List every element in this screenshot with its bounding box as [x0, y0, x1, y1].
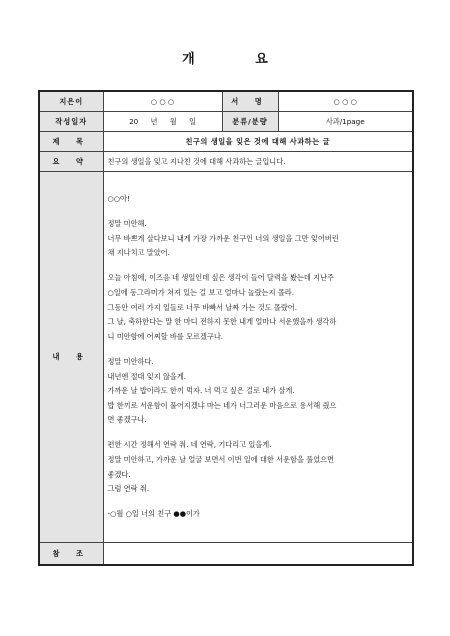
letter-line: 정말 미안해.	[107, 219, 147, 229]
category-label: 분류/분량	[222, 112, 278, 132]
subject-row	[39, 132, 413, 152]
letter-line: 내년엔 절대 잊지 않을게.	[107, 371, 187, 381]
subject-value[interactable]: 친구의 생일을 잊은 것에 대해 사과하는 글	[103, 132, 413, 152]
date-row	[39, 112, 413, 132]
name-label: 서 명	[222, 91, 278, 112]
letter-line: 정말 미안하고, 가까운 날 얼굴 보면서 이번 일에 대한 서운함을 풀었으면	[107, 455, 334, 465]
category-value[interactable]: 사과/1page	[278, 112, 413, 132]
letter-greeting: ○○아!	[107, 194, 130, 204]
name-value[interactable]: ○ ○ ○	[278, 91, 413, 112]
letter-line: 오늘 아침에, 이즈음 네 생일인데 싶은 생각이 들어 달력을 봤는데 지난주	[107, 273, 334, 283]
author-value[interactable]: ○ ○ ○	[103, 91, 222, 112]
letter-line: 편한 시간 정해서 연락 줘. 네 연락, 기다리고 있을게.	[107, 440, 272, 450]
letter-line: 좋겠다.	[107, 469, 131, 479]
letter-line: 면 좋겠구나.	[107, 415, 147, 425]
content-body[interactable]	[103, 172, 413, 543]
author-row	[39, 91, 413, 112]
summary-value[interactable]: 친구의 생일을 잊고 지나친 것에 대해 사과하는 글입니다.	[103, 152, 413, 172]
author-label: 지은이	[39, 91, 103, 112]
letter-line: 정말 미안하다.	[107, 356, 154, 366]
content-label: 내 용	[39, 172, 103, 543]
summary-label: 요 약	[39, 152, 103, 172]
date-value[interactable]: 20 년 월 일	[103, 112, 222, 132]
letter-line: 채 지나치고 말았어.	[107, 248, 170, 258]
letter-line: 그 날, 축하한다는 말 한 마디 전하지 못한 내게 얼마나 서운했을까 생각하	[107, 317, 337, 327]
letter-line: 그동안 여러 가지 일들로 너무 바빠서 날짜 가는 것도 몰랐어.	[107, 302, 297, 312]
letter-signature: -○월 ○일 너의 친구 ●●이가	[107, 509, 200, 519]
content-row	[39, 172, 413, 543]
letter-line: ○일에 동그라미가 쳐져 있는 걸 보고 얼마나 놀랐는지 몰라.	[107, 288, 295, 298]
reference-label: 참 조	[39, 543, 103, 566]
letter-line: 니 미안함에 어찌할 바를 모르겠구나.	[107, 331, 224, 341]
letter-line: 너무 바쁘게 살다보니 내게 가장 가까운 친구인 너의 생일을 그만 잊어버린	[107, 233, 339, 243]
letter-line: 그럼 연락 줘.	[107, 484, 150, 494]
letter-line: 가까운 날 밥이라도 한끼 먹자. 너 먹고 싶은 걸로 내가 살게.	[107, 386, 295, 396]
subject-label: 제 목	[39, 132, 103, 152]
letter-line: 밥 한끼로 서운함이 풀어지겠냐 마는 네가 너그러운 마음으로 용서해 줬으	[107, 400, 337, 410]
summary-form-table	[38, 90, 414, 566]
page-title: 개 요	[182, 52, 296, 67]
summary-row	[39, 152, 413, 172]
reference-row	[39, 543, 413, 566]
reference-value[interactable]	[103, 543, 413, 566]
date-label: 작성일자	[39, 112, 103, 132]
